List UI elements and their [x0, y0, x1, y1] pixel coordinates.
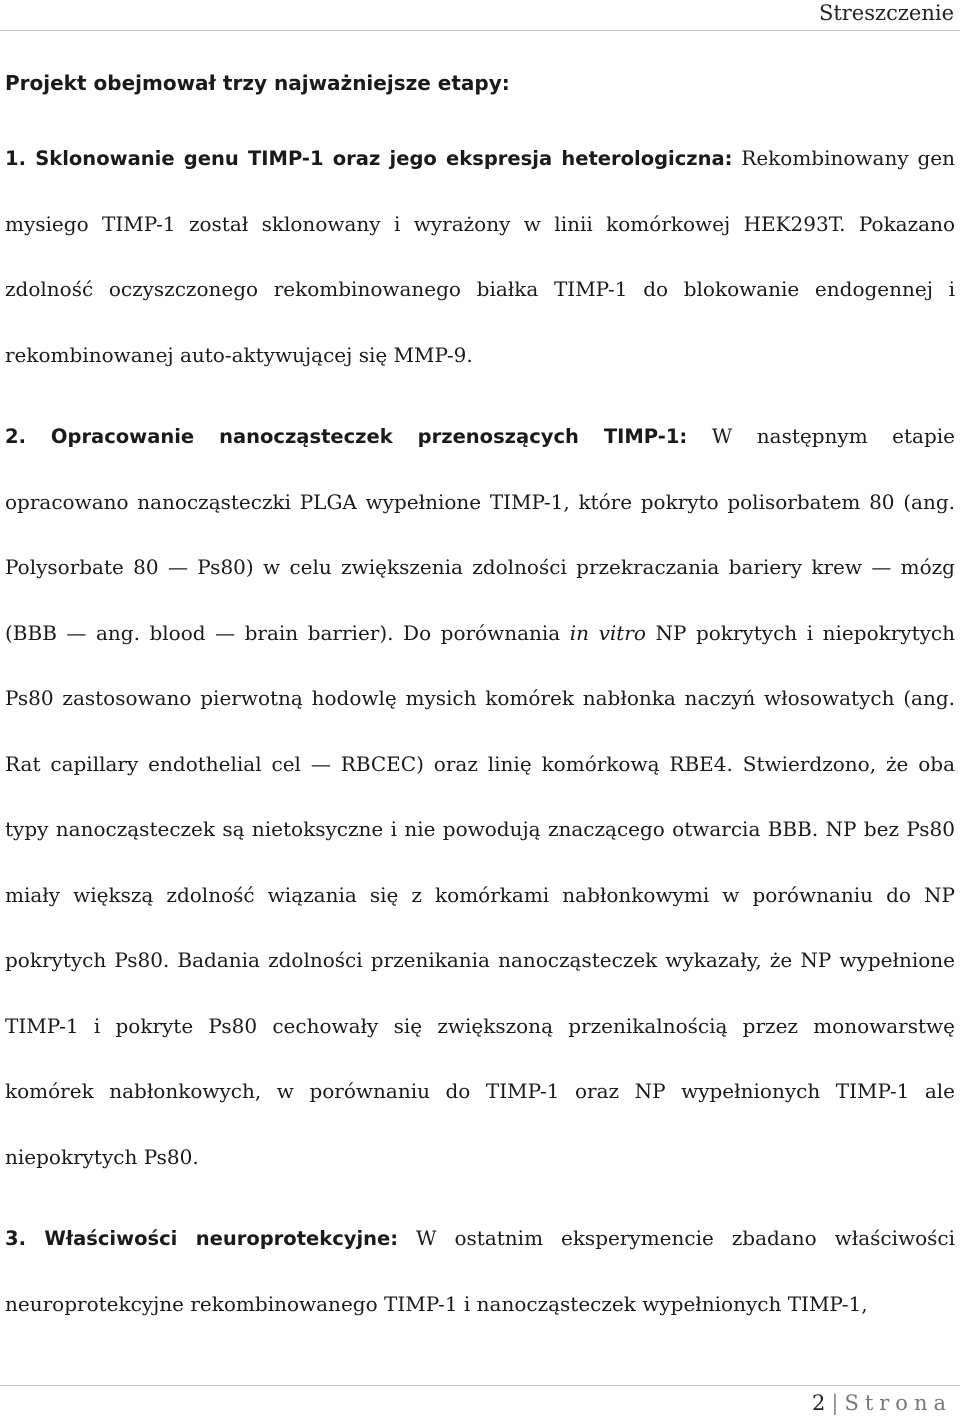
- section-2-italic: in vitro: [569, 620, 646, 645]
- document-body: [5, 62, 955, 1337]
- footer-separator: |: [831, 1391, 839, 1415]
- intro-heading: Projekt obejmował trzy najważniejsze etapy:: [5, 71, 510, 95]
- section-2-text-b: NP pokrytych i niepokrytych Ps80 zastosowano pierwotną hodowlę mysich komórek nabłonka naczyń włosowatych (ang. Rat capillary endothelial cel — RBCEC) oraz linię komórkową RBE4. Stwierdzono, że oba typy nanocząsteczek są nietoksyczne i nie powodują znaczącego otwarcia BBB. NP bez Ps80 miały większą zdolność wiązania się z komórkami nabłonkowymi w porównaniu do NP pokrytych Ps80. Badania zdolności przenikania nanocząsteczek wykazały, że NP wypełnione TIMP-1 i pokryte Ps80 cechowały się zwiększoną przenikalnością przez monowarstwę komórek nabłonkowych, w porównaniu do TIMP-1 oraz NP wypełnionych TIMP-1 ale niepokrytych Ps80.: [5, 620, 956, 1169]
- page-word: Strona: [844, 1391, 952, 1415]
- section-3-lead: 3. Właściwości neuroprotekcyjne:: [5, 1227, 399, 1250]
- section-1-paragraph: [5, 126, 955, 388]
- page-header: [0, 0, 960, 31]
- section-2-paragraph: [5, 404, 955, 1190]
- section-3-text: W ostatnim eksperymencie zbadano właściwości neuroprotekcyjne rekombinowanego TIMP-1 i nanocząsteczek wypełnionych TIMP-1,: [5, 1226, 956, 1316]
- section-3-paragraph: [5, 1206, 955, 1337]
- section-2-text-a: W następnym etapie opracowano nanocząsteczki PLGA wypełnione TIMP-1, które pokryto polisorbatem 80 (ang. Polysorbate 80 — Ps80) w celu zwiększenia zdolności przekraczania bariery krew — mózg (BBB — ang. blood — brain barrier). Do porównania: [5, 424, 955, 645]
- page-number: 2: [811, 1391, 826, 1415]
- section-1-lead: 1. Sklonowanie genu TIMP-1 oraz jego ekspresja heterologiczna:: [5, 147, 733, 170]
- section-1-text: Rekombinowany gen mysiego TIMP-1 został sklonowany i wyrażony w linii komórkowej HEK293T. Pokazano zdolność oczyszczonego rekombinowanego białka TIMP-1 do blokowanie endogennej i rekombinowanej auto-aktywującej się MMP-9.: [5, 146, 955, 367]
- page-footer: [0, 1385, 960, 1416]
- section-2-lead: 2. Opracowanie nanocząsteczek przenoszących TIMP-1:: [5, 425, 688, 448]
- page-indicator: [812, 1390, 952, 1416]
- header-title: Streszczenie: [818, 1, 954, 25]
